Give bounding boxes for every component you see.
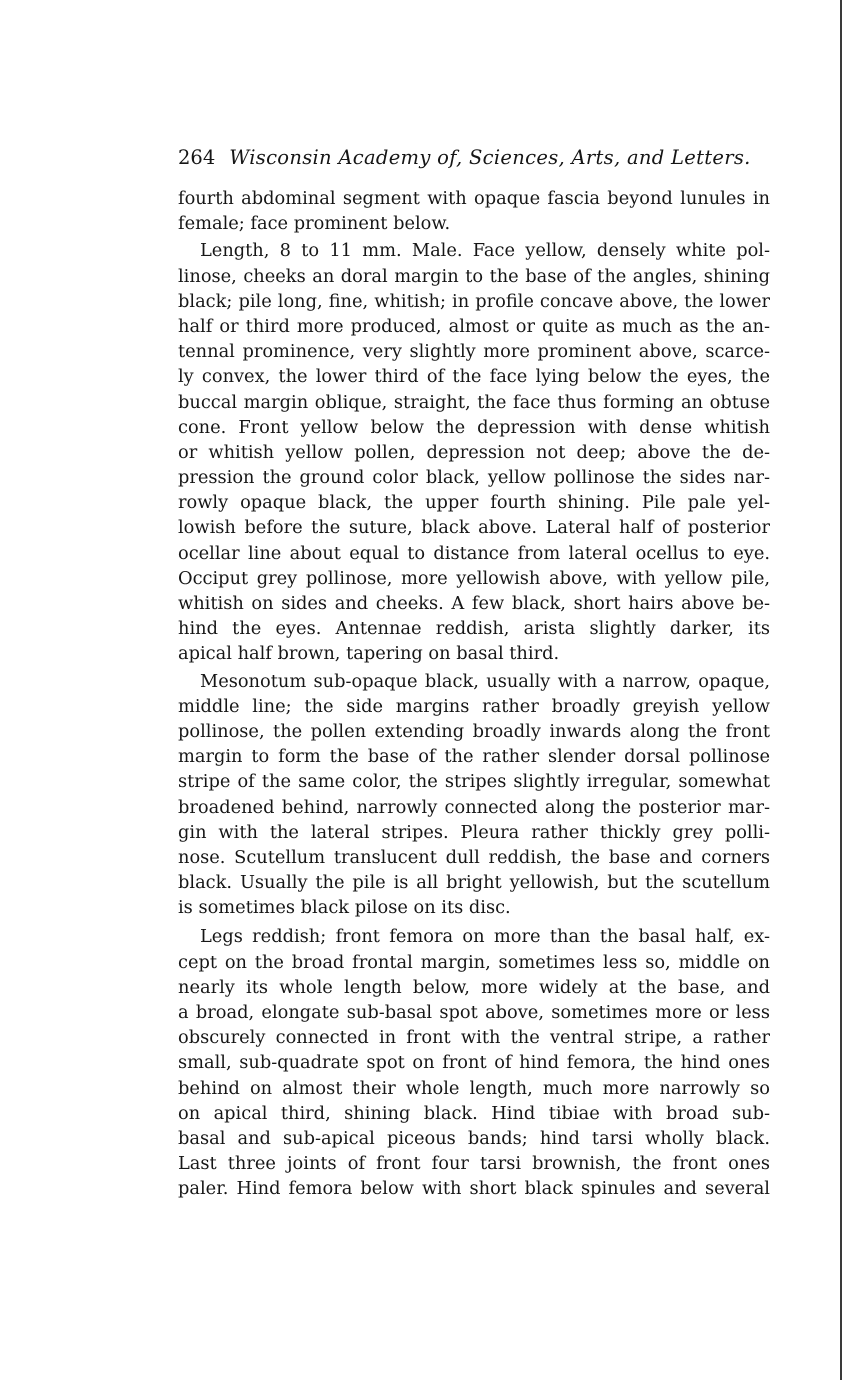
text-line: black; pile long, fine, whitish; in profile concave above, the lower: [178, 290, 770, 312]
text-line: pression the ground color black, yellow pollinose the sides nar-: [178, 467, 770, 489]
text-line: basal and sub-apical piceous bands; hind tarsi wholly black.: [178, 1127, 770, 1149]
text-line: Occiput grey pollinose, more yellowish above, with yellow pile,: [178, 567, 770, 589]
text-line: small, sub-quadrate spot on front of hind femora, the hind ones: [178, 1052, 770, 1074]
running-title: Wisconsin Academy of, Sciences, Arts, and Letters.: [229, 146, 751, 169]
text-line: Mesonotum sub-opaque black, usually with a narrow, opaque,: [200, 670, 770, 692]
text-line: half or third more produced, almost or quite as much as the an-: [178, 315, 770, 337]
page-number: 264: [178, 146, 216, 169]
paragraph-1: [178, 186, 770, 236]
text-line: ocellar line about equal to distance from lateral ocellus to eye.: [178, 542, 770, 564]
text-line: a broad, elongate sub-basal spot above, sometimes more or less: [178, 1002, 770, 1023]
text-line: hind the eyes. Antennae reddish, arista slightly darker, its: [178, 618, 770, 640]
text-line: Last three joints of front four tarsi brownish, the front ones: [178, 1153, 770, 1175]
text-line: middle line; the side margins rather broadly greyish yellow: [178, 695, 770, 717]
text-line: cone. Front yellow below the depression with dense whitish: [178, 416, 770, 438]
paragraph-2: [178, 238, 770, 666]
text-line: tennal prominence, very slightly more prominent above, scarce-: [178, 341, 770, 363]
paragraph-3: [178, 669, 770, 921]
text-line: lowish before the suture, black above. Lateral half of posterior: [178, 517, 770, 539]
paragraph-4: [178, 924, 770, 1201]
text-line: stripe of the same color, the stripes slightly irregular, somewhat: [178, 771, 770, 793]
text-line: pollinose, the pollen extending broadly inwards along the front: [178, 720, 770, 742]
text-line: black. Usually the pile is all bright yellowish, but the scutellum: [178, 872, 770, 894]
text-line: broadened behind, narrowly connected along the posterior mar-: [178, 796, 770, 818]
text-line: gin with the lateral stripes. Pleura rather thickly grey polli-: [178, 821, 770, 843]
text-line: on apical third, shining black. Hind tibiae with broad sub-: [178, 1102, 770, 1124]
text-line: fourth abdominal segment with opaque fascia beyond lunules in: [178, 188, 770, 209]
text-line: is sometimes black pilose on its disc.: [178, 897, 511, 919]
text-line: cept on the broad frontal margin, sometimes less so, middle on: [178, 951, 770, 973]
page-header: [178, 140, 770, 176]
text-line: Legs reddish; front femora on more than the basal half, ex-: [200, 926, 770, 948]
text-line: apical half brown, tapering on basal third.: [178, 643, 560, 665]
text-line: ly convex, the lower third of the face lying below the eyes, the: [178, 366, 770, 388]
text-line: female; face prominent below.: [178, 213, 451, 235]
scan-edge-border: [840, 0, 842, 1380]
text-line: rowly opaque black, the upper fourth shining. Pile pale yel-: [178, 492, 770, 514]
text-line: buccal margin oblique, straight, the face thus forming an obtuse: [178, 391, 770, 413]
text-line: or whitish yellow pollen, depression not deep; above the de-: [178, 441, 770, 463]
text-line: obscurely connected in front with the ventral stripe, a rather: [178, 1027, 770, 1049]
text-line: nearly its whole length below, more widely at the base, and: [178, 976, 770, 998]
text-line: margin to form the base of the rather slender dorsal pollinose: [178, 746, 770, 768]
text-line: whitish on sides and cheeks. A few black, short hairs above be-: [178, 593, 770, 614]
body-text: [178, 186, 770, 1202]
text-line: Length, 8 to 11 mm. Male. Face yellow, densely white pol-: [200, 240, 770, 262]
text-line: behind on almost their whole length, much more narrowly so: [178, 1077, 770, 1099]
text-line: paler. Hind femora below with short black spinules and several: [178, 1178, 770, 1200]
text-line: linose, cheeks an doral margin to the base of the angles, shining: [178, 265, 770, 287]
book-page: [178, 140, 770, 1202]
text-line: nose. Scutellum translucent dull reddish, the base and corners: [178, 846, 770, 868]
